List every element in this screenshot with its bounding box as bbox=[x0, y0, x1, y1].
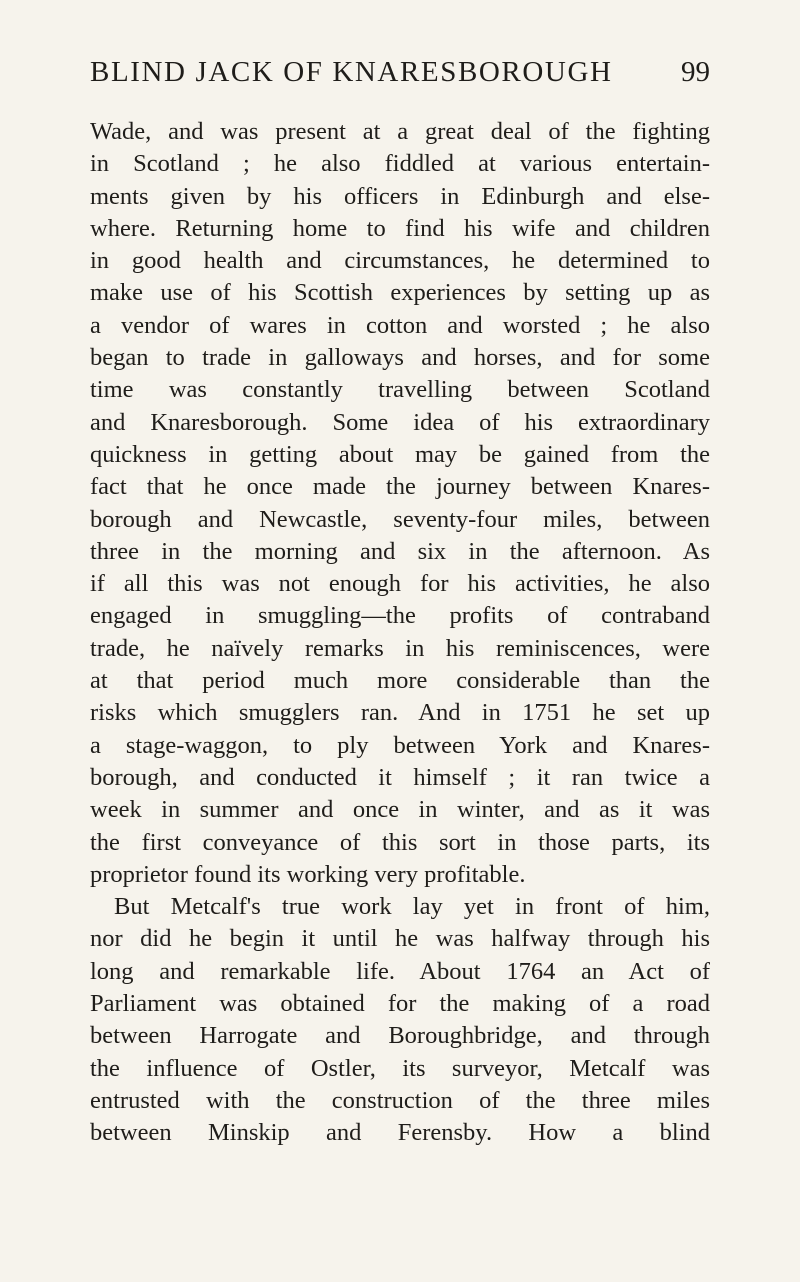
text-line: quickness in getting about may be gained from the bbox=[90, 440, 710, 468]
text-line: borough and Newcastle, seventy-four miles, between bbox=[90, 505, 710, 533]
text-line: entrusted with the construction of the three miles bbox=[90, 1086, 710, 1114]
text-line: in good health and circumstances, he determined to bbox=[90, 247, 710, 275]
text-line: the influence of Ostler, its surveyor, Metcalf was bbox=[90, 1054, 710, 1082]
text-line: three in the morning and six in the afternoon. As bbox=[90, 537, 710, 565]
text-line: between Minskip and Ferensby. How a blind bbox=[90, 1119, 710, 1147]
text-line: a vendor of wares in cotton and worsted ; he also bbox=[90, 311, 710, 339]
running-head bbox=[90, 56, 710, 96]
text-line: make use of his Scottish experiences by setting up as bbox=[90, 279, 710, 307]
text-line: where. Returning home to find his wife and children bbox=[90, 214, 710, 242]
text-line: the first conveyance of this sort in those parts, its bbox=[90, 828, 710, 856]
text-line: between Harrogate and Boroughbridge, and through bbox=[90, 1022, 710, 1050]
text-line: proprietor found its working very profitable. bbox=[90, 860, 526, 888]
text-line: fact that he once made the journey between Knares- bbox=[90, 473, 710, 501]
body-text bbox=[90, 116, 710, 1150]
text-line: and Knaresborough. Some idea of his extraordinary bbox=[90, 408, 710, 436]
text-line: at that period much more considerable than the bbox=[90, 667, 710, 695]
text-line: ments given by his officers in Edinburgh and else- bbox=[90, 182, 710, 210]
text-line: long and remarkable life. About 1764 an Act of bbox=[90, 957, 710, 985]
text-line: if all this was not enough for his activities, he also bbox=[90, 570, 710, 598]
text-line: time was constantly travelling between Scotland bbox=[90, 376, 710, 404]
text-line: in Scotland ; he also fiddled at various entertain- bbox=[90, 150, 710, 178]
text-line: But Metcalf's true work lay yet in front of him, bbox=[114, 893, 710, 921]
text-line: nor did he begin it until he was halfway through his bbox=[90, 925, 710, 953]
text-line: risks which smugglers ran. And in 1751 he set up bbox=[90, 699, 710, 727]
text-line: engaged in smuggling—the profits of contraband bbox=[90, 602, 710, 630]
text-line: week in summer and once in winter, and as it was bbox=[90, 796, 710, 824]
running-title: BLIND JACK OF KNARESBOROUGH bbox=[90, 56, 613, 88]
text-line: began to trade in galloways and horses, and for some bbox=[90, 344, 710, 372]
text-line: a stage-waggon, to ply between York and Knares- bbox=[90, 731, 710, 759]
text-line: trade, he naïvely remarks in his reminiscences, were bbox=[90, 634, 710, 662]
text-line: borough, and conducted it himself ; it ran twice a bbox=[90, 763, 710, 791]
text-line: Parliament was obtained for the making of a road bbox=[90, 990, 710, 1018]
page-number: 99 bbox=[681, 56, 710, 88]
text-line: Wade, and was present at a great deal of the fighting bbox=[90, 118, 710, 145]
